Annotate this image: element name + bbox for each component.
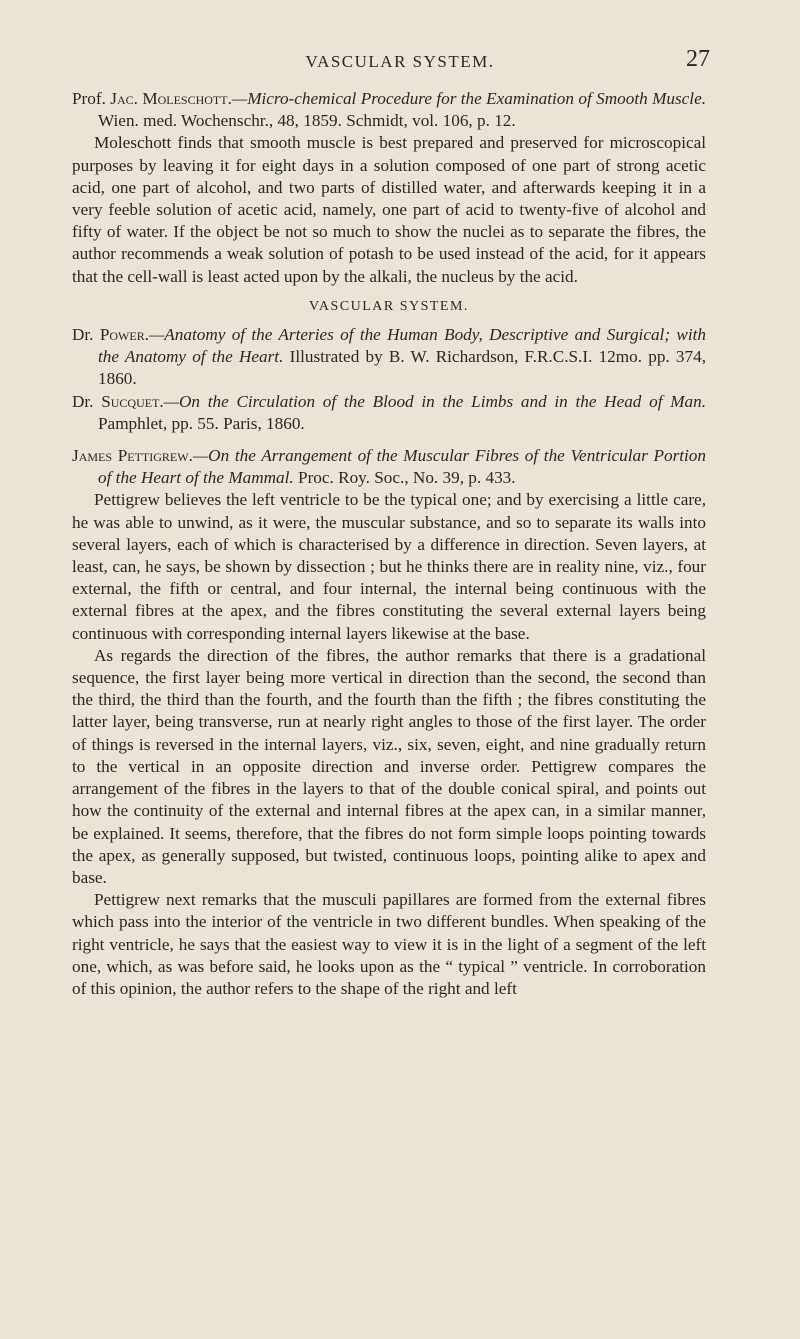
entry-citation: Pamphlet, pp. 55. Paris, 1860.: [98, 413, 305, 433]
summary-paragraph: Pettigrew believes the left ventricle to be the typical one; and by exercising a little care, he was able to unwind, as it were, the muscular substance, and so to separate its walls into several layers, each of which is characterised by a difference in direction. Seven layers, at least, can, he says, be shown by dissection ; but he thinks there are in reality nine, viz., four external, the fifth or central, and four internal, the internal being continuous with the external fibres at the apex, and the fibres constituting the several external layers being continuous with corresponding internal layers likewise at the base.: [72, 490, 706, 643]
bibliography-entry-power: [72, 324, 706, 391]
page-body: [72, 88, 706, 1000]
entry-title: —Anatomy of the Arteries of the Human Body, Descriptive and Surgical; with the Anatomy of the Heart.: [98, 325, 706, 367]
entry-author: Power.: [99, 325, 149, 345]
page-number: 27: [686, 46, 710, 72]
entry-title: —Micro-chemical Procedure for the Examination of Smooth Muscle.: [231, 89, 706, 108]
entry-title: —On the Circulation of the Blood in the Limbs and in the Head of Man.: [163, 391, 706, 411]
summary-paragraph: Pettigrew next remarks that the musculi papillares are formed from the external fibres which pass into the interior of the ventricle in two different bundles. When speaking of the right ventricle, he says that the easiest way to view it is in the light of a segment of the left one, which, as was before said, he looks upon as the “ typical ” ventricle. In corroboration of this opinion, the author refers to the shape of the right and left: [72, 890, 706, 998]
running-head: VASCULAR SYSTEM.: [305, 52, 495, 71]
bibliography-entry-pettigrew: [72, 445, 706, 489]
entry-author: Jac. Moleschott.: [110, 89, 232, 108]
entry-citation: Illustrated by B. W. Richardson, F.R.C.S.I. 12mo. pp. 374, 1860.: [98, 347, 706, 389]
bibliography-entry-moleschott: [72, 88, 706, 132]
entry-author: James Pettigrew.: [72, 446, 193, 466]
entry-author: Sucquet.: [101, 391, 164, 411]
entry-author-prefix: Prof.: [72, 89, 111, 108]
entry-author-prefix: Dr.: [72, 325, 100, 345]
summary-paragraph: As regards the direction of the fibres, the author remarks that there is a gradational sequence, the first layer being more vertical in direction than the second, the second than the third, the third than the fourth, and the fourth than the fifth ; the fibres constituting the latter layer, being transverse, run at nearly right angles to those of the first layer. The order of things is reversed in the internal layers, viz., six, seven, eight, and nine gradually return to the vertical in an opposite direction and inverse order. Pettigrew compares the arrangement of the fibres in the layers to that of the double conical spiral, and points out how the continuity of the external and internal fibres at the apex can, in a similar manner, be explained. It seems, therefore, that the fibres do not form simple loops pointing towards the apex, as generally supposed, but twisted, continuous loops, pointing alike to apex and base.: [72, 645, 706, 887]
summary-paragraph: Moleschott finds that smooth muscle is best prepared and preserved for microscopical purposes by leaving it for eight days in a solution composed of one part of strong acetic acid, one part of alcohol, and two parts of distilled water, and afterwards keeping it in a very feeble solution of acetic acid, namely, one part of acid to twenty-five of alcohol and fifty of water. If the object be not so much to show the nuclei as to separate the fibres, the author recommends a weak solution of potash to be used instead of the acid, for it appears that the cell-wall is least acted upon by the alkali, the nucleus by the acid.: [72, 133, 706, 286]
bibliography-entry-sucquet: [72, 391, 706, 435]
entry-author-prefix: Dr.: [72, 391, 102, 411]
entry-citation: Proc. Roy. Soc., No. 39, p. 433.: [293, 468, 516, 488]
entry-citation: Wien. med. Wochenschr., 48, 1859. Schmidt, vol. 106, p. 12.: [98, 111, 516, 131]
entry-title: —On the Arrangement of the Muscular Fibres of the Ventricular Portion of the Heart of the Mammal.: [98, 446, 706, 488]
section-heading: VASCULAR SYSTEM.: [309, 298, 469, 314]
page-header: [0, 46, 800, 76]
